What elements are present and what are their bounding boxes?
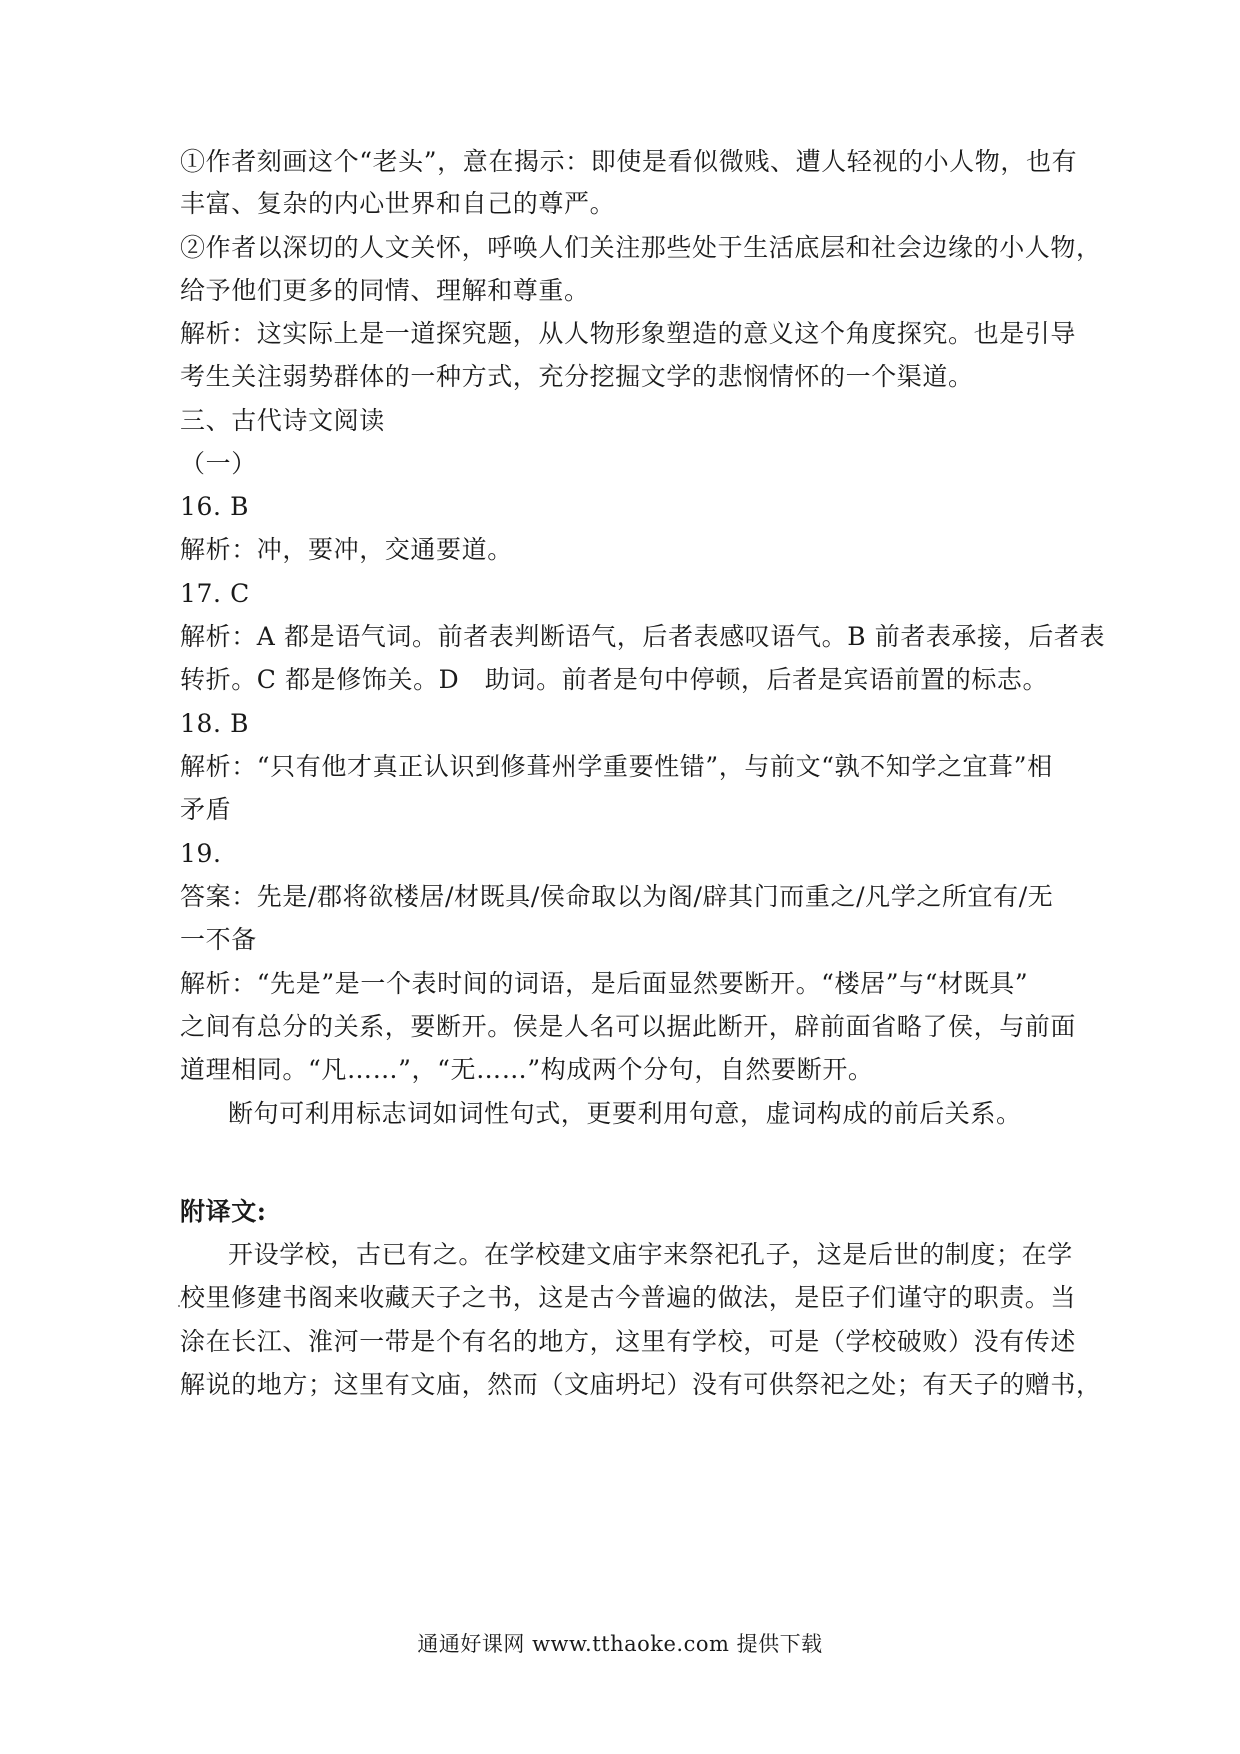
analysis-18-line-2: 矛盾 (180, 795, 232, 824)
answer-19-line-2: 一不备 (180, 925, 257, 954)
translation-heading: 附译文: (180, 1197, 267, 1226)
translation-line-3: 涂在长江、淮河一带是个有名的地方，这里有学校，可是（学校破败）没有传述 (180, 1327, 1077, 1356)
analysis-17-line-2: 转折。C 都是修饰关。D 助词。前者是句中停顿，后者是宾语前置的标志。 (180, 665, 1049, 694)
analysis-19-line-1: 解析：“先是”是一个表时间的词语，是后面显然要断开。“楼居”与“材既具” (180, 969, 1029, 998)
answer-point-2-line-1: ②作者以深切的人文关怀，呼唤人们关注那些处于生活底层和社会边缘的小人物， (180, 233, 1102, 262)
section-heading-ancient-poetry: 三、古代诗文阅读 (180, 406, 385, 435)
question-16-answer: 16. B (180, 492, 250, 521)
translation-line-4: 解说的地方；这里有文庙，然而（文庙坍圮）没有可供祭祀之处；有天子的赠书， (180, 1370, 1102, 1399)
scan-speck (178, 1305, 180, 1307)
analysis-19-line-2: 之间有总分的关系，要断开。侯是人名可以据此断开，辟前面省略了侯，与前面 (180, 1012, 1077, 1041)
analysis-15-line-2: 考生关注弱势群体的一种方式，充分挖掘文学的悲悯情怀的一个渠道。 (180, 362, 974, 391)
analysis-17-line-1: 解析：A 都是语气词。前者表判断语气，后者表感叹语气。B 前者表承接，后者表 (180, 622, 1106, 651)
tip-19: 断句可利用标志词如词性句式，更要利用句意，虚词构成的前后关系。 (228, 1099, 1022, 1128)
translation-line-1: 开设学校，古已有之。在学校建文庙宇来祭祀孔子，这是后世的制度；在学 (228, 1240, 1073, 1269)
question-17-answer: 17. C (180, 579, 250, 608)
question-18-answer: 18. B (180, 709, 250, 738)
subsection-heading-1: （一） (180, 449, 257, 478)
footer-source-note: 通通好课网 www.tthaoke.com 提供下载 (417, 1632, 823, 1656)
analysis-19-line-3: 道理相同。“凡……”，“无……”构成两个分句，自然要断开。 (180, 1055, 874, 1084)
analysis-16: 解析：冲，要冲，交通要道。 (180, 535, 513, 564)
analysis-18-line-1: 解析：“只有他才真正认识到修葺州学重要性错”，与前文“孰不知学之宜葺”相 (180, 752, 1053, 781)
answer-point-1-line-1: ①作者刻画这个“老头”，意在揭示：即使是看似微贱、遭人轻视的小人物，也有 (180, 147, 1078, 176)
answer-19-line-1: 答案：先是/郡将欲楼居/材既具/侯命取以为阁/辟其门而重之/凡学之所宜有/无 (180, 882, 1054, 911)
analysis-15-line-1: 解析：这实际上是一道探究题，从人物形象塑造的意义这个角度探究。也是引导 (180, 319, 1077, 348)
answer-point-1-line-2: 丰富、复杂的内心世界和自己的尊严。 (180, 189, 616, 218)
answer-point-2-line-2: 给予他们更多的同情、理解和尊重。 (180, 276, 590, 305)
question-19-number: 19. (180, 839, 222, 868)
translation-line-2: 校里修建书阁来收藏天子之书，这是古今普遍的做法，是臣子们谨守的职责。当 (180, 1283, 1077, 1312)
